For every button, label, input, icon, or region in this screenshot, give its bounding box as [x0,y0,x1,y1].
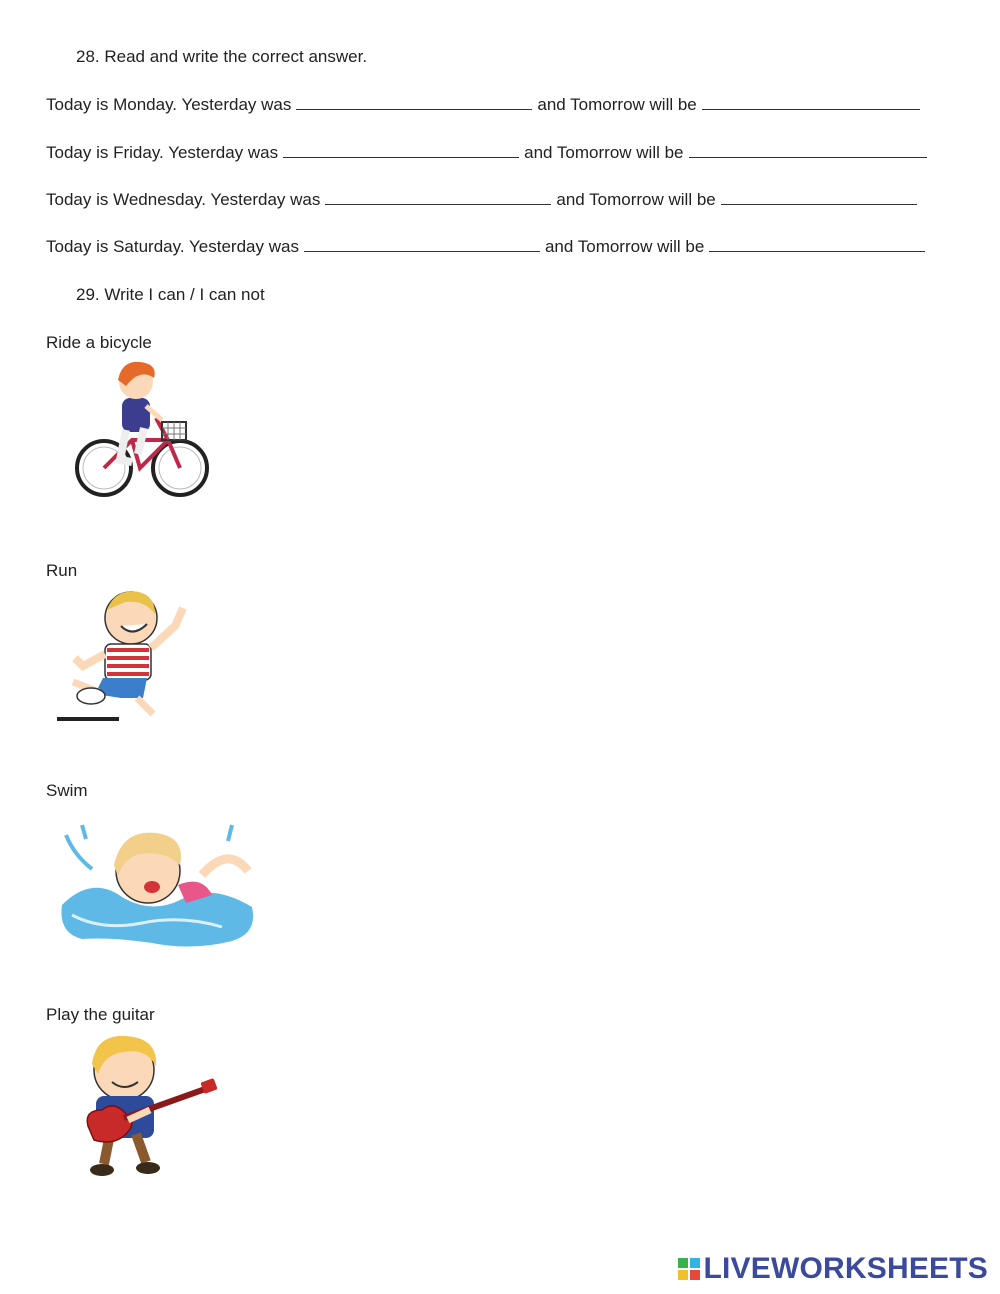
tomorrow-blank[interactable] [702,108,920,110]
yesterday-blank[interactable] [325,203,551,205]
yesterday-blank[interactable] [283,156,519,158]
row-prompt: Today is Friday. Yesterday was [46,143,279,162]
logo-cubes-icon [678,1258,700,1280]
tomorrow-blank[interactable] [721,203,917,205]
tomorrow-blank[interactable] [709,250,925,252]
boy-running-icon [55,586,200,726]
row-middle: and Tomorrow will be [544,237,705,256]
row-middle: and Tomorrow will be [537,95,697,114]
girl-riding-bicycle-icon [70,358,212,502]
activity-label-ride-bicycle: Ride a bicycle [46,333,152,352]
yesterday-blank[interactable] [296,108,532,110]
logo-text: LIVEWORKSHEETS [703,1252,988,1285]
row-prompt: Today is Saturday. Yesterday was [46,237,299,256]
question-28-heading: 28. Read and write the correct answer. [76,47,368,66]
answer-row-wednesday [46,190,922,210]
liveworksheets-logo [678,1252,989,1286]
answer-row-monday [46,95,925,115]
yesterday-blank[interactable] [304,250,540,252]
tomorrow-blank[interactable] [689,156,927,158]
row-prompt: Today is Wednesday. Yesterday was [46,190,321,209]
row-middle: and Tomorrow will be [556,190,716,209]
activity-label-swim: Swim [46,781,88,800]
answer-row-saturday [46,237,930,257]
row-prompt: Today is Monday. Yesterday was [46,95,292,114]
boy-guitar-icon [80,1030,220,1182]
row-middle: and Tomorrow will be [524,143,684,162]
activity-label-run: Run [46,561,78,580]
answer-row-friday [46,143,932,163]
girl-swimming-icon [52,815,262,953]
question-29-heading: 29. Write I can / I can not [76,285,265,304]
activity-label-play-guitar: Play the guitar [46,1005,155,1024]
